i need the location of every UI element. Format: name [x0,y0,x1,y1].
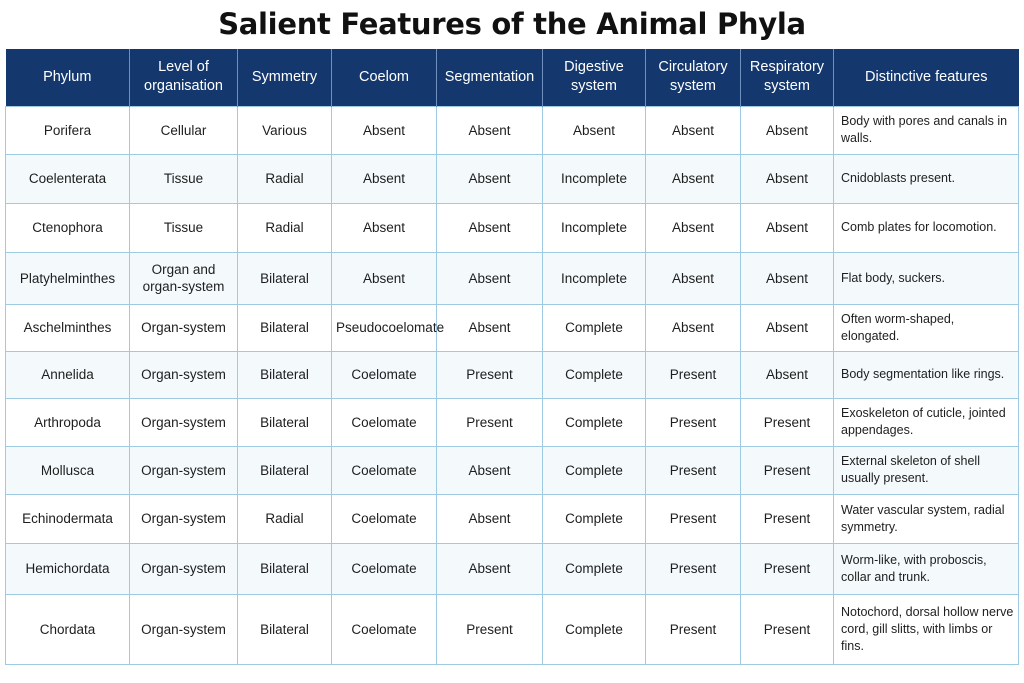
table-row [6,398,1019,446]
coelom-cell: Coelomate [332,398,437,446]
column-header-level-of-organisation: Level of organisation [130,49,238,106]
segmentation-cell: Absent [437,106,543,154]
circulatory-system-cell: Absent [646,154,741,203]
digestive-system-cell: Absent [543,106,646,154]
circulatory-system-cell: Present [646,543,741,594]
segmentation-cell: Absent [437,446,543,494]
digestive-system-cell: Incomplete [543,203,646,252]
coelom-cell: Coelomate [332,446,437,494]
table-body [6,106,1019,664]
distinctive-features-cell: Body segmentation like rings. [834,351,1019,398]
segmentation-cell: Present [437,594,543,664]
symmetry-cell: Bilateral [238,351,332,398]
distinctive-features-cell: Worm-like, with proboscis, collar and trunk. [834,543,1019,594]
circulatory-system-cell: Absent [646,252,741,304]
level-of-organisation-cell: Organ and organ-system [130,252,238,304]
distinctive-features-cell: Comb plates for locomotion. [834,203,1019,252]
level-of-organisation-cell: Organ-system [130,351,238,398]
segmentation-cell: Absent [437,543,543,594]
table-row [6,252,1019,304]
symmetry-cell: Radial [238,154,332,203]
column-header-digestive-system: Digestive system [543,49,646,106]
coelom-cell: Coelomate [332,494,437,543]
distinctive-features-cell: Notochord, dorsal hollow nerve cord, gill slitts, with limbs or fins. [834,594,1019,664]
coelom-cell: Coelomate [332,351,437,398]
table-row [6,494,1019,543]
symmetry-cell: Bilateral [238,446,332,494]
level-of-organisation-cell: Organ-system [130,594,238,664]
digestive-system-cell: Complete [543,543,646,594]
table-row [6,594,1019,664]
phylum-cell: Chordata [6,594,130,664]
column-header-segmentation: Segmentation [437,49,543,106]
phylum-cell: Mollusca [6,446,130,494]
phylum-cell: Arthropoda [6,398,130,446]
table-row [6,154,1019,203]
digestive-system-cell: Complete [543,594,646,664]
distinctive-features-cell: Cnidoblasts present. [834,154,1019,203]
distinctive-features-cell: Exoskeleton of cuticle, jointed appendages. [834,398,1019,446]
circulatory-system-cell: Absent [646,203,741,252]
level-of-organisation-cell: Tissue [130,154,238,203]
distinctive-features-cell: Water vascular system, radial symmetry. [834,494,1019,543]
level-of-organisation-cell: Organ-system [130,398,238,446]
segmentation-cell: Absent [437,252,543,304]
phylum-cell: Annelida [6,351,130,398]
table-row [6,304,1019,351]
level-of-organisation-cell: Tissue [130,203,238,252]
circulatory-system-cell: Absent [646,106,741,154]
symmetry-cell: Bilateral [238,304,332,351]
page-title: Salient Features of the Animal Phyla [218,7,806,41]
table-row [6,203,1019,252]
level-of-organisation-cell: Organ-system [130,494,238,543]
circulatory-system-cell: Present [646,594,741,664]
column-header-phylum: Phylum [6,49,130,106]
circulatory-system-cell: Present [646,351,741,398]
level-of-organisation-cell: Organ-system [130,446,238,494]
phylum-cell: Porifera [6,106,130,154]
segmentation-cell: Absent [437,304,543,351]
digestive-system-cell: Incomplete [543,252,646,304]
respiratory-system-cell: Absent [741,304,834,351]
phylum-cell: Echinodermata [6,494,130,543]
table-row [6,106,1019,154]
respiratory-system-cell: Absent [741,154,834,203]
symmetry-cell: Bilateral [238,594,332,664]
digestive-system-cell: Complete [543,398,646,446]
column-header-coelom: Coelom [332,49,437,106]
phylum-cell: Coelenterata [6,154,130,203]
respiratory-system-cell: Present [741,494,834,543]
circulatory-system-cell: Present [646,398,741,446]
symmetry-cell: Radial [238,494,332,543]
distinctive-features-cell: Often worm-shaped, elongated. [834,304,1019,351]
phylum-cell: Ctenophora [6,203,130,252]
respiratory-system-cell: Absent [741,203,834,252]
digestive-system-cell: Complete [543,304,646,351]
table-row [6,351,1019,398]
symmetry-cell: Bilateral [238,252,332,304]
phylum-cell: Platyhelminthes [6,252,130,304]
circulatory-system-cell: Present [646,446,741,494]
level-of-organisation-cell: Organ-system [130,543,238,594]
column-header-respiratory-system: Respiratory system [741,49,834,106]
coelom-cell: Absent [332,154,437,203]
table-row [6,446,1019,494]
segmentation-cell: Present [437,351,543,398]
column-header-circulatory-system: Circulatory system [646,49,741,106]
phyla-table [5,49,1019,665]
respiratory-system-cell: Present [741,543,834,594]
respiratory-system-cell: Present [741,398,834,446]
coelom-cell: Pseudocoelomate [332,304,437,351]
segmentation-cell: Absent [437,494,543,543]
column-header-symmetry: Symmetry [238,49,332,106]
coelom-cell: Absent [332,252,437,304]
table-row [6,543,1019,594]
segmentation-cell: Absent [437,154,543,203]
respiratory-system-cell: Absent [741,106,834,154]
level-of-organisation-cell: Cellular [130,106,238,154]
coelom-cell: Absent [332,203,437,252]
coelom-cell: Absent [332,106,437,154]
symmetry-cell: Radial [238,203,332,252]
segmentation-cell: Present [437,398,543,446]
distinctive-features-cell: External skeleton of shell usually present. [834,446,1019,494]
distinctive-features-cell: Flat body, suckers. [834,252,1019,304]
respiratory-system-cell: Absent [741,252,834,304]
circulatory-system-cell: Present [646,494,741,543]
respiratory-system-cell: Present [741,594,834,664]
phylum-cell: Hemichordata [6,543,130,594]
digestive-system-cell: Complete [543,351,646,398]
coelom-cell: Coelomate [332,543,437,594]
column-header-distinctive-features: Distinctive features [834,49,1019,106]
digestive-system-cell: Complete [543,494,646,543]
circulatory-system-cell: Absent [646,304,741,351]
digestive-system-cell: Incomplete [543,154,646,203]
table-header-row [6,49,1019,106]
symmetry-cell: Bilateral [238,398,332,446]
coelom-cell: Coelomate [332,594,437,664]
symmetry-cell: Various [238,106,332,154]
respiratory-system-cell: Absent [741,351,834,398]
distinctive-features-cell: Body with pores and canals in walls. [834,106,1019,154]
level-of-organisation-cell: Organ-system [130,304,238,351]
segmentation-cell: Absent [437,203,543,252]
respiratory-system-cell: Present [741,446,834,494]
phylum-cell: Aschelminthes [6,304,130,351]
symmetry-cell: Bilateral [238,543,332,594]
digestive-system-cell: Complete [543,446,646,494]
